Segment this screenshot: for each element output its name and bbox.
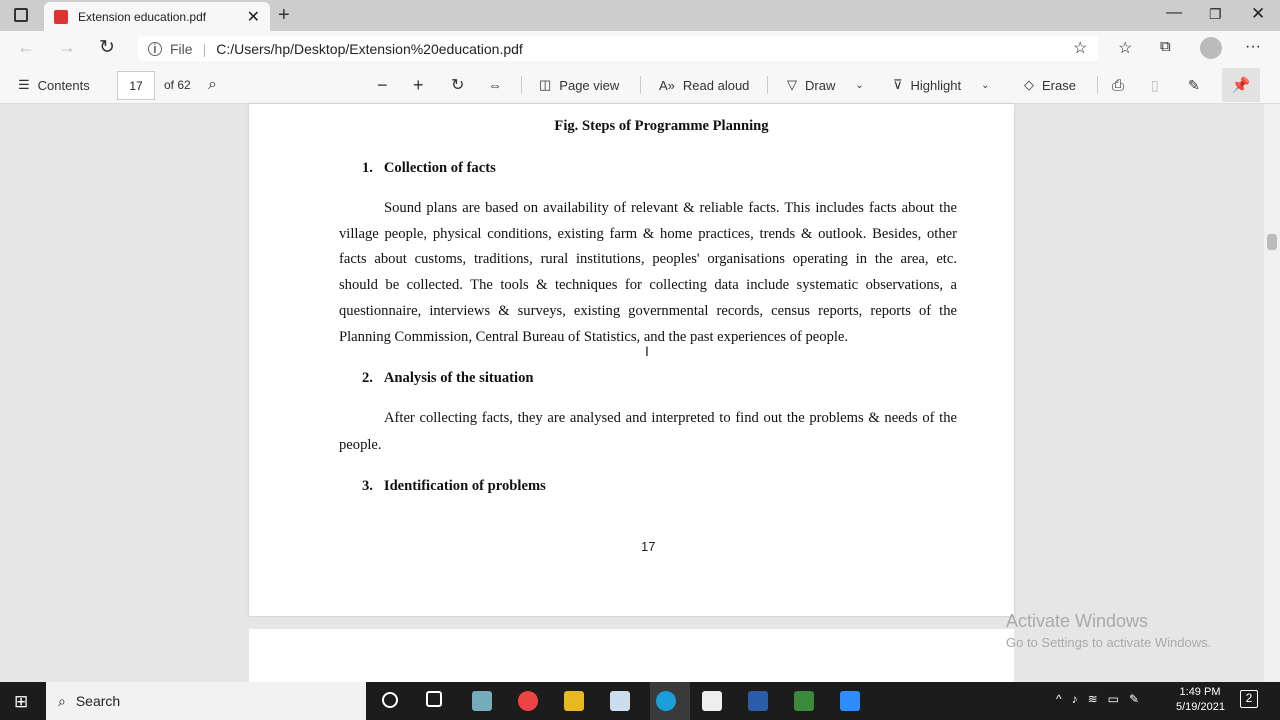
info-icon[interactable]: i bbox=[148, 42, 162, 56]
tab-actions-icon[interactable] bbox=[14, 8, 28, 22]
figure-caption: Fig. Steps of Programme Planning bbox=[554, 118, 769, 134]
rotate-icon[interactable]: ↻ bbox=[451, 77, 465, 94]
save-icon[interactable]: ▯ bbox=[1151, 76, 1159, 93]
time: 1:49 PM bbox=[1179, 686, 1221, 698]
chevron-down-icon[interactable]: ⌄ bbox=[981, 79, 990, 91]
print-icon[interactable]: ⎙ bbox=[1112, 76, 1125, 94]
highlight-label: Highlight bbox=[910, 77, 962, 93]
profile-avatar[interactable] bbox=[1200, 37, 1222, 59]
page-total: of 62 bbox=[164, 78, 191, 92]
pdf-page bbox=[249, 104, 1014, 616]
paragraph-line: After collecting facts, they are analysed and interpreted to find out the problems & needs of the bbox=[384, 410, 957, 426]
draw-label: Draw bbox=[805, 77, 836, 93]
contents-label: Contents bbox=[37, 77, 90, 93]
windows-start-icon[interactable]: ⊞ bbox=[14, 692, 29, 711]
pin-toolbar-icon[interactable]: 📌 bbox=[1222, 68, 1260, 102]
draw-button[interactable] bbox=[787, 66, 864, 104]
eraser-icon: ◇ bbox=[1024, 77, 1034, 92]
back-button[interactable]: ← bbox=[17, 37, 35, 57]
list-icon: ☰ bbox=[18, 77, 30, 92]
close-window-button[interactable]: ✕ bbox=[1251, 4, 1266, 23]
section-heading: 3. Identification of problems bbox=[362, 478, 546, 494]
section-heading: 1. Collection of facts bbox=[362, 160, 496, 176]
paragraph-line: should be collected. The tools & techniques for collecting data include systematic observations, a bbox=[339, 277, 957, 293]
vertical-scrollbar[interactable] bbox=[1264, 104, 1280, 682]
excel-icon[interactable] bbox=[794, 691, 814, 711]
close-tab-icon[interactable]: ✕ bbox=[246, 8, 260, 26]
read-aloud-icon: A» bbox=[659, 77, 675, 93]
chevron-down-icon[interactable]: ⌄ bbox=[855, 79, 864, 91]
restore-button[interactable]: ❐ bbox=[1209, 6, 1222, 22]
date: 5/19/2021 bbox=[1176, 701, 1225, 713]
search-icon[interactable]: ⌕ bbox=[208, 76, 217, 93]
app-icon[interactable] bbox=[472, 691, 492, 711]
tab-extension-education[interactable] bbox=[44, 2, 270, 31]
zoom-app-icon[interactable] bbox=[840, 691, 860, 711]
fit-width-icon[interactable]: ⇔ bbox=[488, 77, 502, 93]
page-footer-number: 17 bbox=[641, 539, 656, 554]
paragraph-line: village people, physical conditions, existing farm & home practices, trends & outlook. Besides, other bbox=[339, 226, 957, 242]
edge-icon[interactable] bbox=[656, 691, 676, 711]
search-icon: ⌕ bbox=[58, 692, 66, 709]
task-view-icon[interactable] bbox=[426, 691, 442, 707]
taskbar-search[interactable] bbox=[46, 682, 366, 720]
paragraph-line: people. bbox=[339, 437, 382, 453]
minimize-button[interactable]: — bbox=[1166, 4, 1182, 21]
address-prefix: File bbox=[170, 40, 193, 57]
address-input[interactable]: i File | C:/Users/hp/Desktop/Extension%20education.pdf bbox=[138, 36, 1098, 61]
store-icon[interactable] bbox=[702, 691, 722, 711]
word-icon[interactable] bbox=[748, 691, 768, 711]
forward-button[interactable]: → bbox=[58, 37, 76, 57]
cortana-icon[interactable] bbox=[382, 692, 398, 708]
zoom-in-icon[interactable]: + bbox=[413, 74, 424, 95]
page-view-icon: ◫ bbox=[539, 77, 552, 92]
draw-icon: ▽ bbox=[787, 77, 797, 92]
clock[interactable] bbox=[1176, 686, 1224, 713]
highlight-icon: ⊽ bbox=[893, 77, 903, 92]
collections-icon[interactable]: ⧉ bbox=[1160, 38, 1171, 55]
pdf-app-icon[interactable] bbox=[610, 691, 630, 711]
page-number-input[interactable]: 17 bbox=[117, 71, 155, 100]
page-view-label: Page view bbox=[559, 77, 620, 93]
favorites-icon[interactable]: ☆ bbox=[1118, 40, 1133, 57]
pdf-icon bbox=[54, 10, 68, 24]
chrome-icon[interactable] bbox=[518, 691, 538, 711]
page-view-button[interactable] bbox=[539, 66, 619, 104]
watermark-title: Activate Windows bbox=[1006, 611, 1149, 631]
add-favorite-icon[interactable]: ☆ bbox=[1073, 40, 1088, 57]
zoom-out-icon[interactable]: − bbox=[377, 74, 388, 95]
save-as-icon[interactable]: ✎ bbox=[1188, 76, 1200, 93]
erase-label: Erase bbox=[1042, 77, 1076, 93]
file-explorer-icon[interactable] bbox=[564, 691, 584, 711]
highlight-button[interactable] bbox=[893, 66, 990, 104]
erase-button[interactable] bbox=[1024, 66, 1076, 104]
paragraph-line: Sound plans are based on availability of relevant & reliable facts. This includes facts about the bbox=[384, 200, 957, 216]
notifications-icon[interactable]: 2 bbox=[1240, 690, 1258, 708]
url-text: C:/Users/hp/Desktop/Extension%20education.pdf bbox=[216, 40, 523, 57]
contents-button[interactable] bbox=[18, 66, 90, 104]
new-tab-button[interactable]: + bbox=[278, 4, 290, 26]
refresh-button[interactable]: ↻ bbox=[99, 37, 115, 58]
section-heading: 2. Analysis of the situation bbox=[362, 370, 534, 386]
system-tray-icons[interactable]: ^♪≋▭✎ bbox=[1056, 692, 1150, 706]
more-menu-icon[interactable]: ··· bbox=[1245, 38, 1261, 55]
read-aloud-button[interactable] bbox=[659, 66, 749, 104]
tab-title: Extension education.pdf bbox=[78, 9, 207, 24]
scrollbar-thumb[interactable] bbox=[1267, 234, 1277, 250]
paragraph-line: Planning Commission, Central Bureau of Statistics, and the past experiences of people. bbox=[339, 329, 849, 345]
search-label: Search bbox=[75, 693, 121, 709]
text-cursor-icon: I bbox=[645, 343, 649, 359]
paragraph-line: facts about customs, traditions, rural institutions, peoples' organisations operating in the area, etc. bbox=[339, 251, 957, 267]
read-aloud-label: Read aloud bbox=[682, 77, 750, 93]
pdf-next-page bbox=[249, 629, 1014, 689]
paragraph-line: questionnaire, interviews & surveys, existing governmental records, census reports, reports of the bbox=[339, 303, 957, 319]
watermark-subtitle: Go to Settings to activate Windows. bbox=[1006, 635, 1212, 650]
